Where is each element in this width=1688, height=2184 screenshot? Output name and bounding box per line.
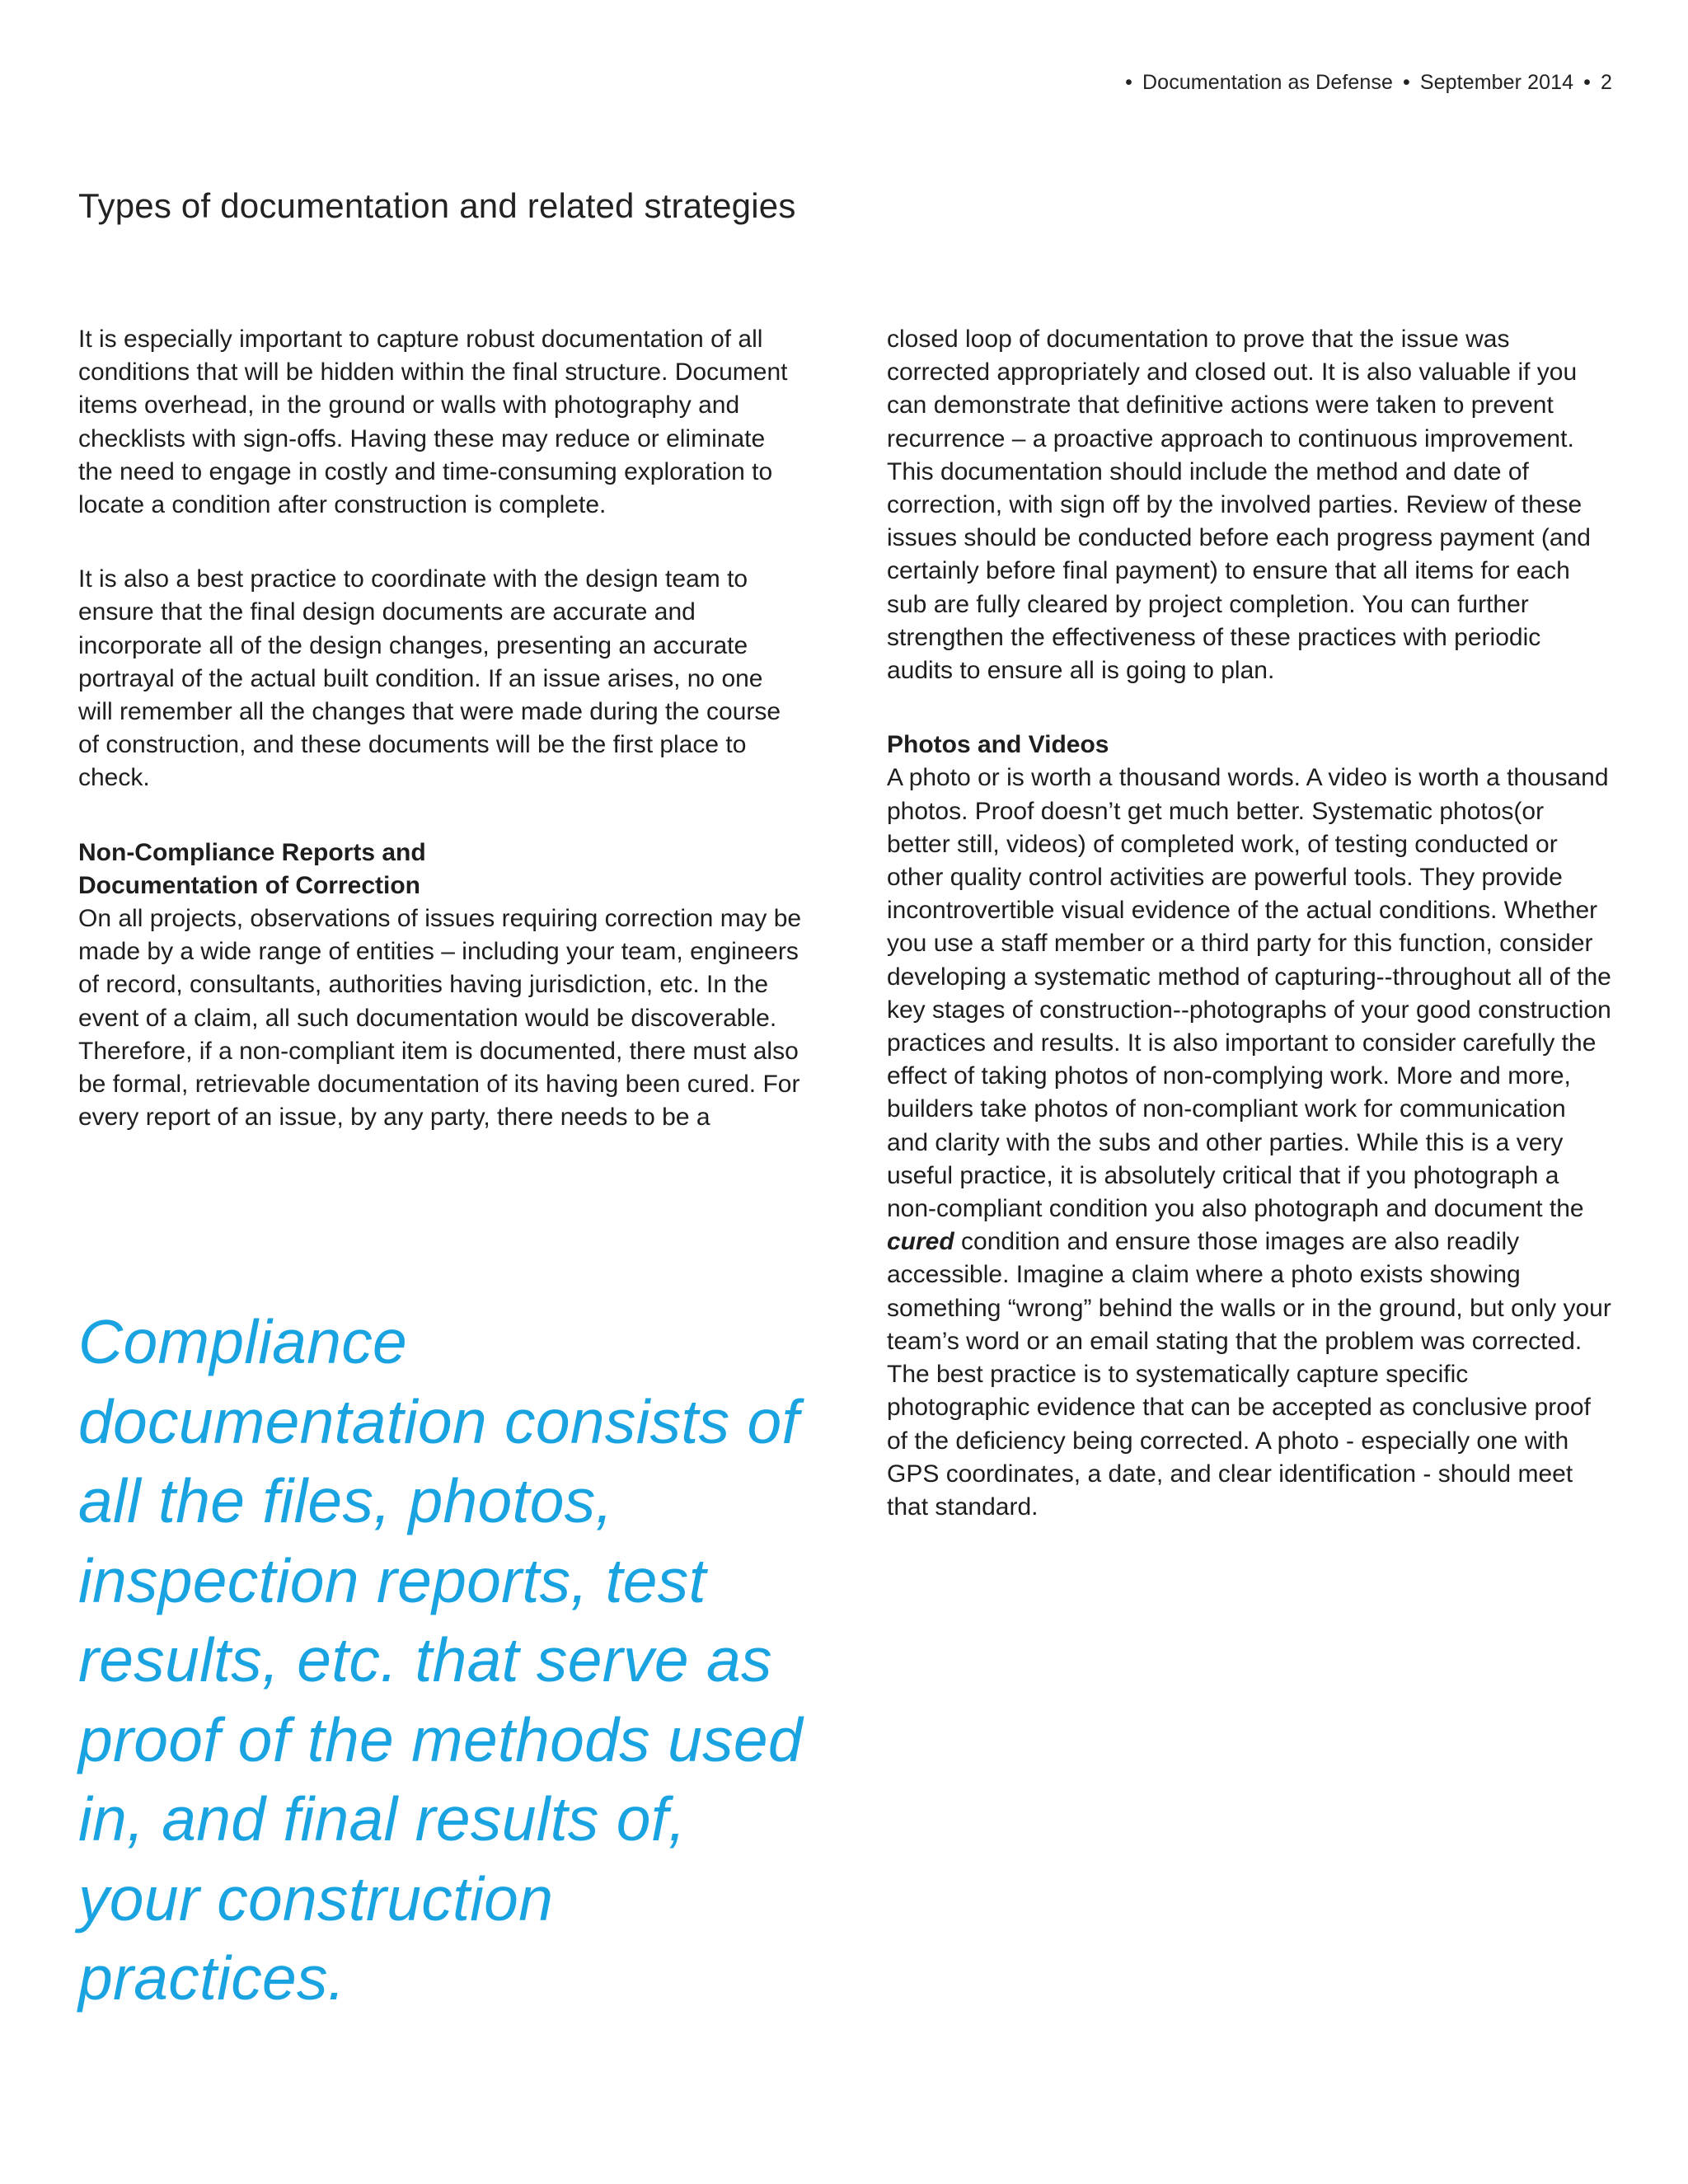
subheading-line: Documentation of Correction [78, 871, 421, 899]
photos-text: condition and ensure those images are also readily accessible. Imagine a claim where a photo exists showing something “wrong” behind the walls or in the ground, but only your team’s word or an email stating that the problem was corrected. The best practice is to systematically capture specific photographic evidence that can be accepted as conclusive proof of the deficiency being corrected. A photo - especially one with GPS coordinates, a date, and clear identification - should meet that standard. [887, 1228, 1611, 1521]
running-header [1115, 71, 1612, 95]
header-bullet: • [1583, 71, 1591, 94]
right-paragraph-closed-loop: closed loop of documentation to prove that the issue was corrected appropriately and closed out. It is also valuable if you can demonstrate that definitive actions were taken to prevent recurrence – a proactive approach to continuous improvement. This documentation should include the method and date of correction, with sign off by the involved parties. Review of these issues should be conducted before each progress payment (and certainly before final payment) to ensure that all items for each sub are fully cleared by project completion. You can further strengthen the effectiveness of these practices with periodic audits to ensure all is going to plan. [887, 326, 1591, 685]
header-doc-title: Documentation as Defense [1142, 71, 1393, 94]
photos-text: A photo or is worth a thousand words. A video is worth a thousand photos. Proof doesn’t get much better. Systematic photos(or better still, videos) of completed work, of testing conducted or other quality control activities are powerful tools. They provide incontrovertible visual evidence of the actual conditions. Whether you use a staff member or a third party for this function, consider developing a systematic method of capturing--throughout all of the key stages of construction--photographs of your good construction practices and results. It is also important to consider carefully the effect of taking photos of non-complying work. More and more, builders take photos of non-compliant work for communication and clarity with the subs and other parties. While this is a very useful practice, it is absolutely critical that if you photograph a non-compliant condition you also photograph and document the [887, 764, 1611, 1223]
page-title: Types of documentation and related strategies [78, 186, 796, 225]
header-date: September 2014 [1419, 71, 1574, 94]
right-column [887, 323, 1612, 1524]
header-bullet: • [1125, 71, 1133, 94]
left-paragraph-non-compliance: On all projects, observations of issues requiring correction may be made by a wide range of entities – including your team, engineers of record, consultants, authorities having jurisdiction, etc. In the event of a claim, all such documentation would be discoverable. Therefore, if a non-compliant item is documented, there must also be formal, retrievable documentation of its having been cured. For every report of an issue, by any party, there needs to be a [78, 905, 802, 1132]
left-paragraph-hidden-conditions: It is especially important to capture robust documentation of all conditions that will be hidden within the final structure. Document items overhead, in the ground or walls with photography and checklists with sign-offs. Having these may reduce or eliminate the need to engage in costly and time-consuming exploration to locate a condition after construction is complete. [78, 326, 788, 519]
subheading-line: Non-Compliance Reports and [78, 838, 426, 866]
emphasis-cured: cured [887, 1228, 954, 1256]
left-paragraph-design-documents: It is also a best practice to coordinate with the design team to ensure that the final design documents are accurate and incorporate all of the design changes, presenting an accurate portrayal of the actual built condition. If an issue arises, no one will remember all the changes that were made during the course of construction, and these documents will be the first place to check. [78, 565, 781, 792]
pull-quote: Compliance documentation consists of all the files, photos, inspection reports, test results, etc. that serve as proof of the methods used in, and final results of, your construction practices. [78, 1307, 803, 2013]
left-column [78, 323, 804, 1134]
subheading-non-compliance [78, 837, 804, 902]
header-bullet: • [1403, 71, 1410, 94]
page-number: 2 [1600, 71, 1612, 94]
subheading-photos-videos: Photos and Videos [887, 731, 1109, 759]
right-paragraph-photos [887, 762, 1612, 1524]
